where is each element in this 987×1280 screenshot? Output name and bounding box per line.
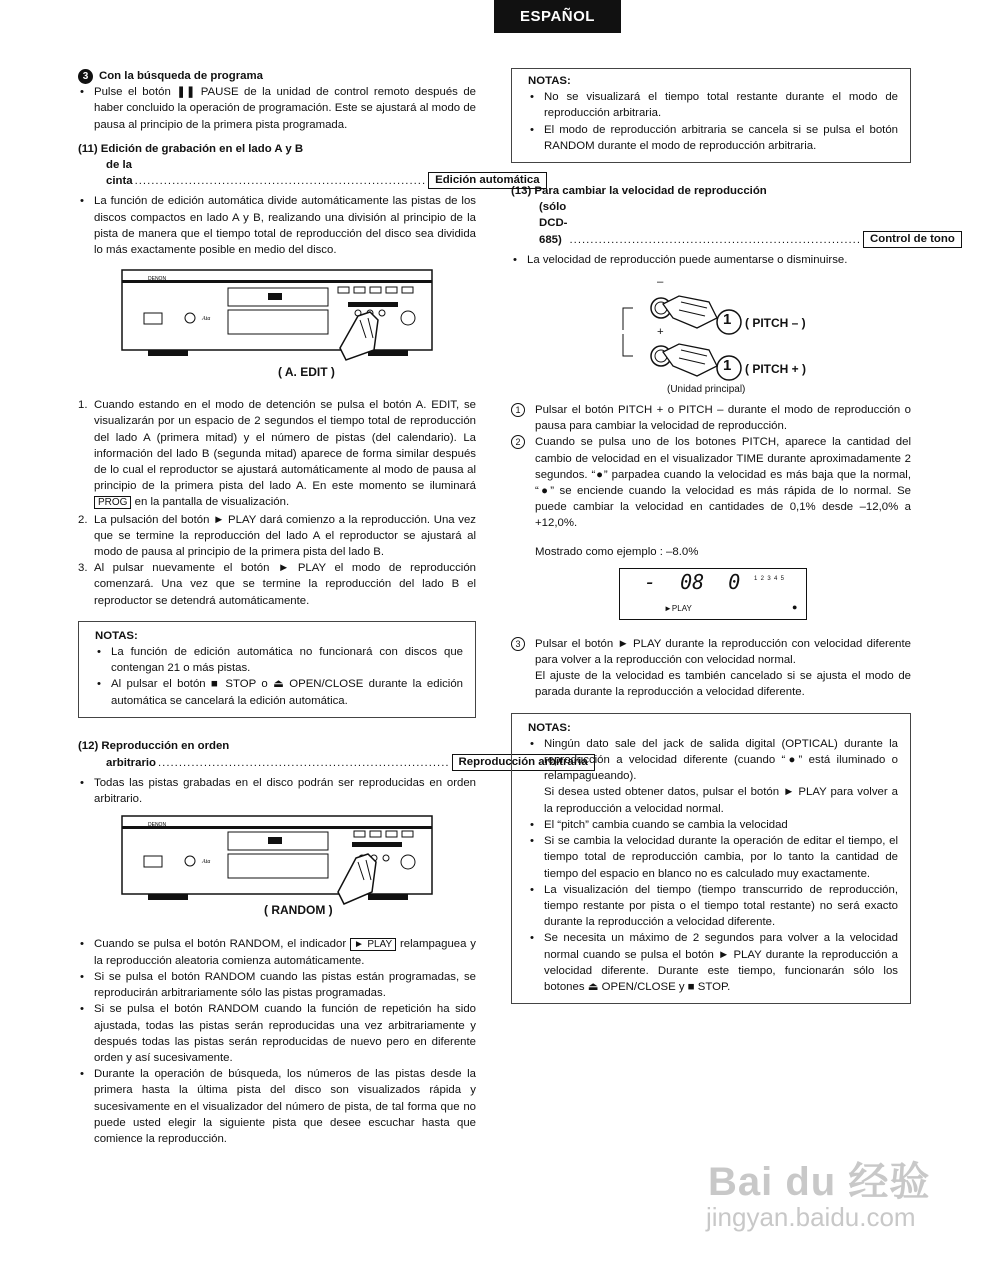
section-13-title: (13) Para cambiar la velocidad de reproducción	[511, 185, 767, 198]
language-tab: ESPAÑOL	[494, 0, 621, 33]
aedit-figure-label: ( A. EDIT )	[278, 365, 335, 380]
section-12-title: (12) Reproducción en orden	[78, 739, 230, 752]
notes-title: NOTAS:	[528, 721, 571, 734]
section-3-number-icon: 3	[78, 69, 93, 84]
random-bullet-3: • Si se pulsa el botón RANDOM cuando la función de repetición ha sido ajustada, todas las pistas serán reproducidas una vez arbitrariamente y después todas las pistas serán reproducidas de nuevo pero en diferente orden y así sucesivamente.	[78, 1001, 476, 1066]
leader-dots: ......................................................................	[158, 756, 450, 769]
notes-title: NOTAS:	[95, 629, 138, 642]
section-13-subtitle: (sólo DCD-685)	[539, 201, 568, 246]
note-item: • Al pulsar el botón ■ STOP o ⏏ OPEN/CLOSE durante la edición automática se cancelará la edición automática.	[95, 676, 463, 708]
note-item: • Ningún dato sale del jack de salida digital (OPTICAL) durante la reproducción a velocidad diferente (cuando “●” está iluminado o relampagueando). Si desea usted obtener datos, pulsar el botón ► PLAY para volver a la reproducción a velocidad normal.	[528, 736, 898, 817]
right-column	[511, 68, 955, 1004]
section-13-tag: Control de tono	[863, 231, 962, 248]
section-12-subtitle-row	[78, 754, 588, 771]
pitch-figure-caption: (Unidad principal)	[667, 384, 746, 396]
leader-dots: ......................................................................	[134, 175, 427, 188]
note-item: • Si se cambia la velocidad durante la operación de editar el tiempo, el tiempo total de reproducción cambia, por lo tanto la cantidad de tiempo del espacio en blanco no es calculado muy exactamente.	[528, 833, 898, 882]
aedit-figure	[78, 268, 476, 393]
note-item: • No se visualizará el tiempo total restante durante el modo de reproducción arbitraria.	[528, 89, 898, 121]
notes-box-aedit	[78, 621, 476, 718]
pitch-buttons-illustration	[511, 272, 911, 398]
notes-title: NOTAS:	[528, 75, 571, 87]
pitch-step-2: 2 Cuando se pulsa uno de los botones PITCH, aparece la cantidad del cambio de velocidad en el visualizador TIME durante aproximadamente 2 segundos. “●” parpadea cuando la velocidad es más baja que la normal, “●” se enciende cuando la velocidad es más rápida de lo normal. Se puede cambiar la velocidad en cantidades de 0,1% desde –12,0% a +12,0%.	[511, 434, 911, 531]
random-bullet-1: • Cuando se pulsa el botón RANDOM, el indicador ► PLAY relampaguea y la reproducción aleatoria comienza automáticamente.	[78, 936, 476, 969]
play-indicator: ► PLAY	[350, 938, 396, 951]
section-11-bullet: • La función de edición automática divide automáticamente las pistas de los discos compactos en lado A y B, realizando una división al principio de la pista de manera que el tiempo total de reproducción del disco sea dividida lo más exactamente posible en medio del disco.	[78, 193, 476, 258]
random-bullet-4: • Durante la operación de búsqueda, los números de las pistas desde la primera hasta la última pista del disco son visualizados rápida y sucesivamente en el visualizador del número de pista, de tal forma que no puede usted elegir la siguiente pista que desee escuchar hasta que comience la reproducción.	[78, 1066, 476, 1147]
pitch-plus-sign: +	[657, 326, 664, 339]
step-2: 2. La pulsación del botón ► PLAY dará comienzo a la reproducción. Una vez que se termine la reproducción del lado A el reproductor se ajustará al modo de pausa al principio de la primera pista del lado B.	[78, 513, 476, 559]
display-track-numbers: 1 2 3 4 5	[754, 575, 785, 582]
baidu-watermark-logo: Bai du 经验	[708, 1160, 931, 1204]
section-12-subtitle: arbitrario	[106, 756, 157, 769]
svg-text:Ata: Ata	[202, 316, 211, 323]
note-item: • La función de edición automática no funcionará con discos que contengan 21 o más pistas.	[95, 644, 463, 676]
display-dot-indicator: ●	[792, 601, 798, 612]
step-1: 1. Cuando estando en el modo de detención se pulsa el botón A. EDIT, se visualizarán por un espacio de 2 segundos el tiempo total de reproducción del lado A (primera mitad) y el número de pistas (del calendario). La información del lado B (segunda mitad) aparece de forma similar después de lo cual el reproductor se ajustará automáticamente al modo de pausa al principio de la primera pista del lado A. En este momento se iluminará PROG en la pantalla de visualización.	[78, 399, 476, 509]
pitch-step-1: 1 Pulsar el botón PITCH + o PITCH – durante el modo de reproducción o pausa para cambiar la velocidad de reproducción.	[511, 402, 911, 434]
svg-text:DENON: DENON	[148, 821, 167, 828]
note-item: • El “pitch” cambia cuando se cambia la velocidad	[528, 817, 898, 833]
pitch-step-3: 3 Pulsar el botón ► PLAY durante la reproducción con velocidad diferente para volver a la reproducción con velocidad normal. El ajuste de la velocidad es también cancelado si se ajusta el modo de parada durante la reproducción a velocidad diferente.	[511, 636, 911, 701]
notes-box-pitch	[511, 713, 911, 1004]
step-number: 1	[723, 311, 732, 329]
svg-text:Ata: Ata	[202, 858, 211, 865]
cd-player-aedit-illustration	[78, 268, 476, 393]
svg-text:DENON: DENON	[148, 276, 167, 283]
leader-dots: ......................................................................	[569, 233, 862, 246]
section-3-bullet: • Pulse el botón ❚❚ PAUSE de la unidad de control remoto después de haber concluido la operación de programación. Este se ajustará al modo de pausa al principio de la primera pista programada.	[78, 84, 476, 133]
random-bullet-2: • Si se pulsa el botón RANDOM cuando las pistas están programadas, se reproducirán arbitrariamente sólo las pistas programadas.	[78, 969, 476, 1001]
section-12-tag: Reproducción arbitraria	[452, 754, 595, 771]
pitch-minus-sign: –	[657, 276, 664, 289]
pitch-minus-label: ( PITCH – )	[745, 316, 806, 331]
section-11-subtitle: de la cinta	[106, 159, 133, 188]
random-figure-label: ( RANDOM )	[264, 902, 333, 917]
random-figure	[78, 814, 476, 936]
notes-box-random	[511, 68, 911, 163]
section-11-title: (11) Edición de grabación en el lado A y B	[78, 142, 304, 155]
note-item: • Se necesita un máximo de 2 segundos para volver a la velocidad normal cuando se pulsa el botón ► PLAY durante la reproducción a velocidad diferente. Durante este tiempo, funcionarán sólo los botones ⏏ OPEN/CLOSE y ■ STOP.	[528, 930, 898, 995]
section-3-title: Con la búsqueda de programa	[99, 70, 263, 82]
display-play-indicator: ►PLAY	[664, 603, 692, 613]
section-12-bullet: • Todas las pistas grabadas en el disco podrán ser reproducidas en orden arbitrario.	[78, 775, 476, 807]
section-11-tag: Edición automática	[428, 172, 546, 189]
step-number: 1	[723, 357, 732, 375]
pitch-plus-label: ( PITCH + )	[745, 362, 807, 377]
section-13-subtitle-row	[511, 199, 955, 248]
pitch-display	[619, 568, 807, 620]
prog-indicator: PROG	[94, 496, 131, 509]
baidu-watermark-url: jingyan.baidu.com	[706, 1202, 916, 1232]
display-value: - 08 0	[644, 569, 741, 594]
section-11-subtitle-row	[78, 157, 540, 189]
note-item: • La visualización del tiempo (tiempo transcurrido de reproducción, tiempo restante por pista o el tiempo total restante) no será exacto durante la reproducción a velocidad diferente.	[528, 882, 898, 931]
section-13-bullet: • La velocidad de reproducción puede aumentarse o disminuirse.	[511, 252, 911, 268]
pitch-figure	[511, 272, 911, 398]
step-3: 3. Al pulsar nuevamente el botón ► PLAY el modo de reproducción comenzará. Una vez que se termine la reproducción del lado B el reproductor se detendrá automáticamente.	[78, 562, 476, 607]
note-item: • El modo de reproducción arbitraria se cancela si se pulsa el botón RANDOM durante el modo de reproducción arbitraria.	[528, 122, 898, 154]
example-label: Mostrado como ejemplo : –8.0%	[535, 545, 699, 558]
section-3-heading	[78, 68, 476, 84]
